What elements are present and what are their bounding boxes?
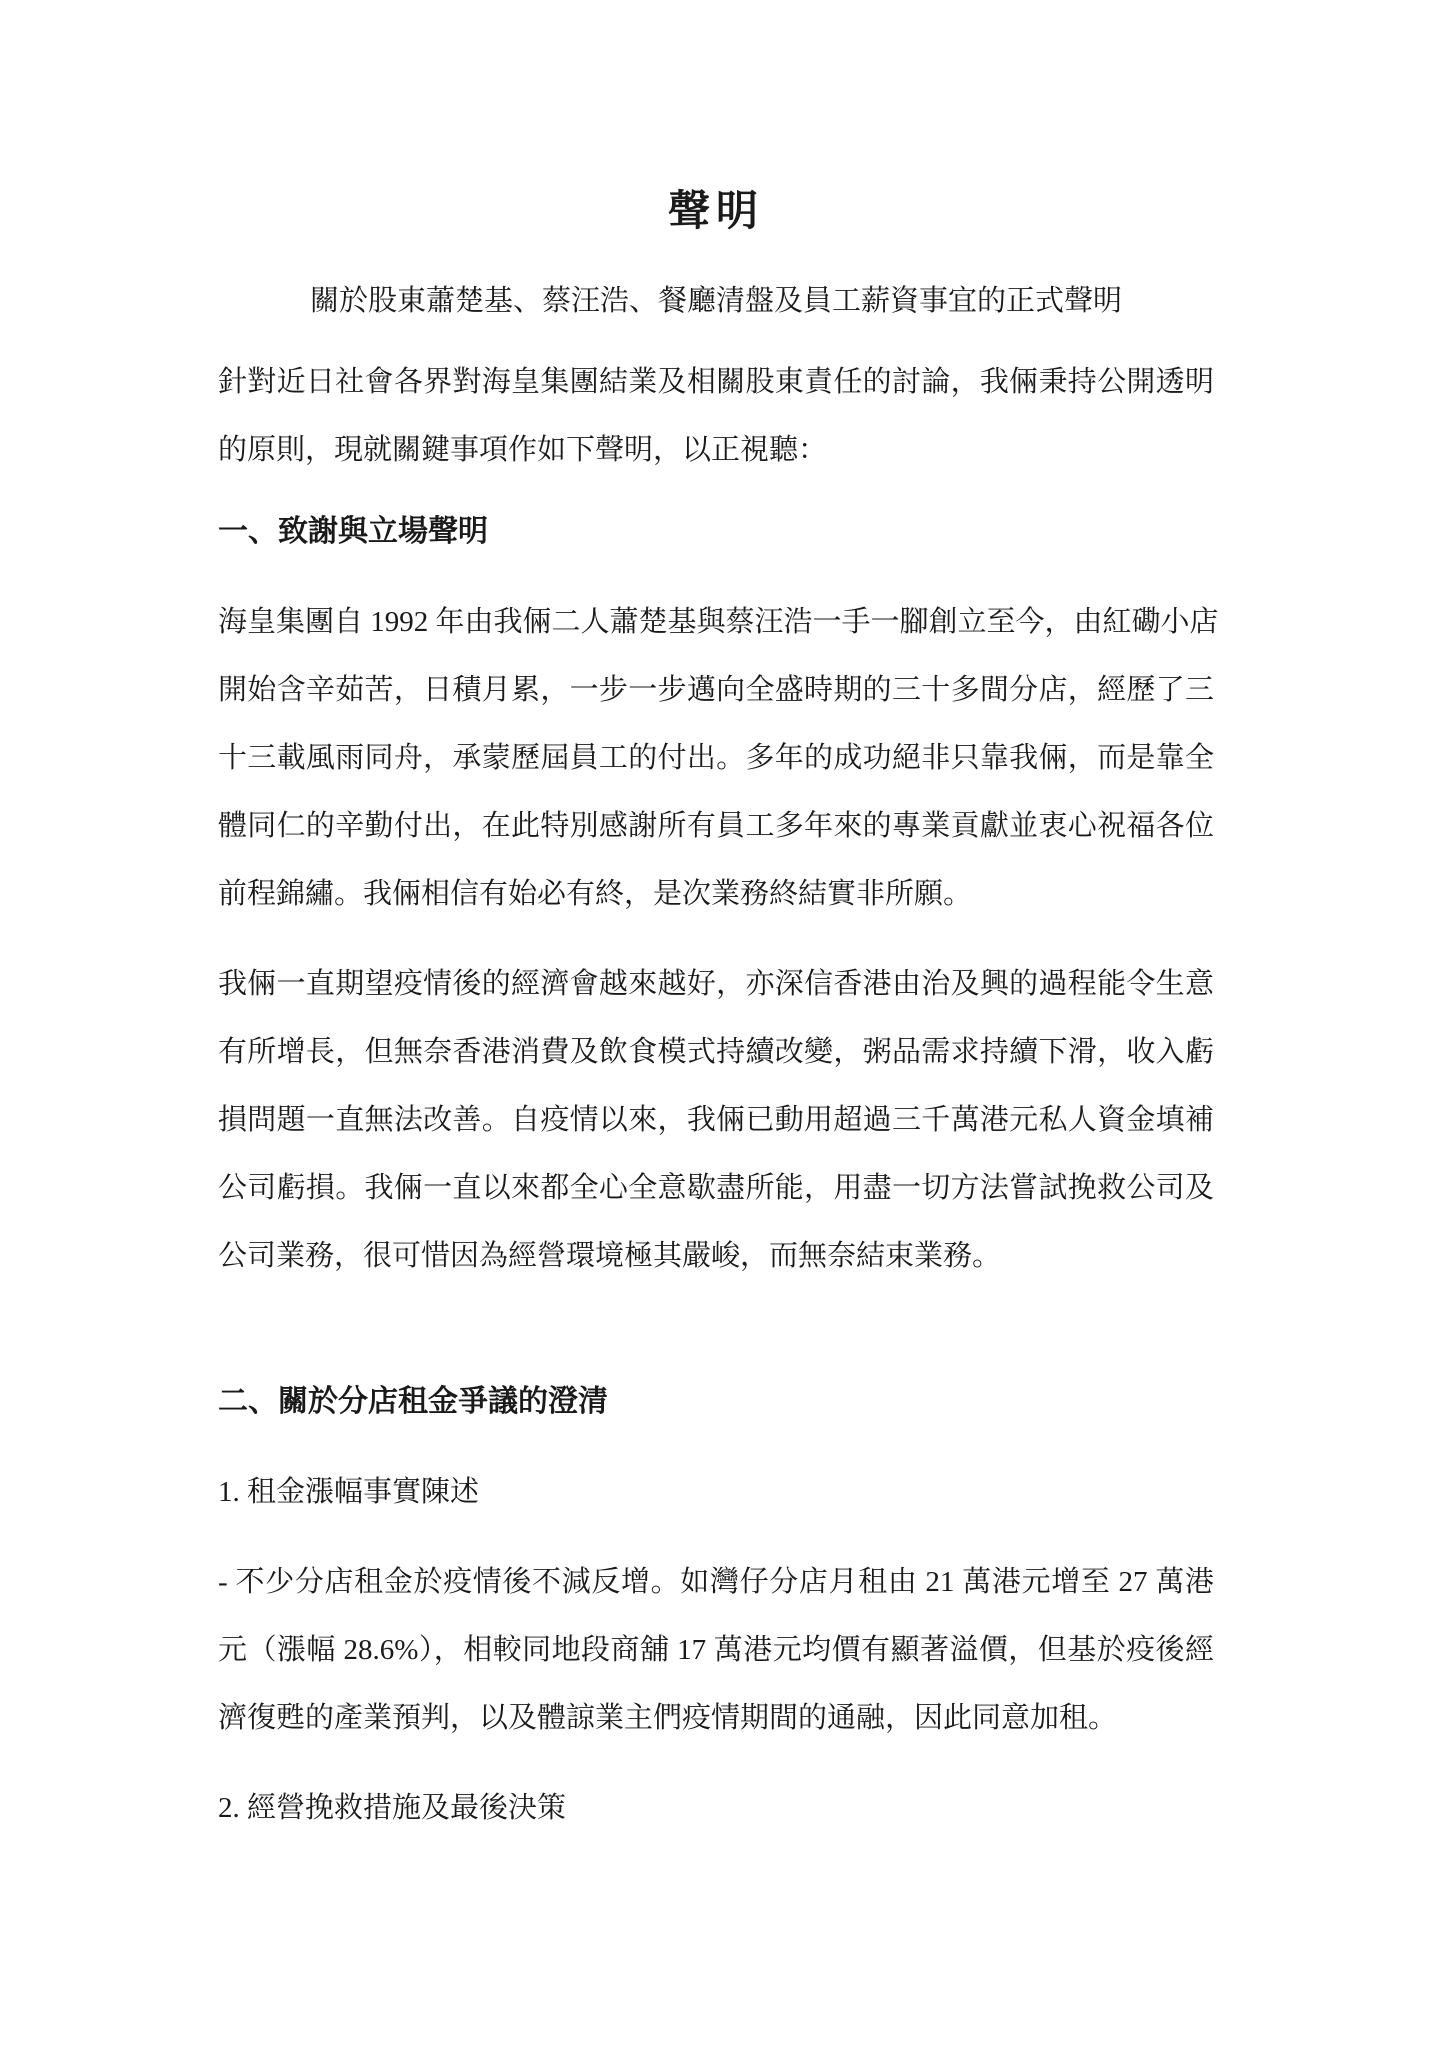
paragraph-line: 公司虧損。我倆一直以來都全心全意歇盡所能，用盡一切方法嘗試挽救公司及 [218,1172,1214,1204]
paragraph [218,588,1219,928]
subsection-heading: 2. 經營挽救措施及最後決策 [218,1792,567,1824]
paragraph-line: 我倆一直期望疫情後的經濟會越來越好，亦深信香港由治及興的過程能令生意 [218,968,1214,1000]
section-heading: 二、關於分店租金爭議的澄清 [218,1385,608,1418]
section-heading: 一、致謝與立場聲明 [218,515,488,548]
paragraph-line: 元（漲幅 28.6%），相較同地段商舖 17 萬港元均價有顯著溢價，但基於疫後經 [218,1634,1214,1666]
doc-subtitle: 關於股東蕭楚基、蔡汪浩、餐廳清盤及員工薪資事宜的正式聲明 [309,285,1122,317]
paragraph-line: 海皇集團自 1992 年由我倆二人蕭楚基與蔡汪浩一手一腳創立至今，由紅磡小店 [218,606,1219,638]
paragraph-line: 濟復甦的產業預判，以及體諒業主們疫情期間的通融，因此同意加租。 [218,1702,1118,1734]
paragraph-line: 損問題一直無法改善。自疫情以來，我倆已動用超過三千萬港元私人資金填補 [218,1104,1214,1136]
paragraph-line: 前程錦繡。我倆相信有始必有終，是次業務終結實非所願。 [218,878,973,910]
paragraph-line: 開始含辛茹苦，日積月累，一步一步邁向全盛時期的三十多間分店，經歷了三 [218,674,1214,706]
paragraph-line: - 不少分店租金於疫情後不減反增。如灣仔分店月租由 21 萬港元增至 27 萬港 [218,1566,1214,1598]
paragraph [218,950,1214,1290]
paragraph-line: 有所增長，但無奈香港消費及飲食模式持續改變，粥品需求持續下滑，收入虧 [218,1036,1214,1068]
paragraph [218,348,1214,484]
blank-line-spacer [218,1290,1214,1354]
paragraph-line: 的原則，現就關鍵事項作如下聲明，以正視聽： [218,434,828,466]
subsection-heading: 1. 租金漲幅事實陳述 [218,1476,480,1508]
doc-body [218,348,1219,1842]
paragraph-line: 公司業務，很可惜因為經營環境極其嚴峻，而無奈結束業務。 [218,1240,1002,1272]
paragraph-line: 十三載風雨同舟，承蒙歷屆員工的付出。多年的成功絕非只靠我倆，而是靠全 [218,742,1214,774]
paragraph-line: 體同仁的辛勤付出，在此特別感謝所有員工多年來的專業貢獻並衷心祝福各位 [218,810,1214,842]
paragraph [218,1548,1214,1752]
paragraph-line: 針對近日社會各界對海皇集團結業及相關股東責任的討論，我倆秉持公開透明 [218,366,1214,398]
doc-title: 聲明 [667,189,764,235]
